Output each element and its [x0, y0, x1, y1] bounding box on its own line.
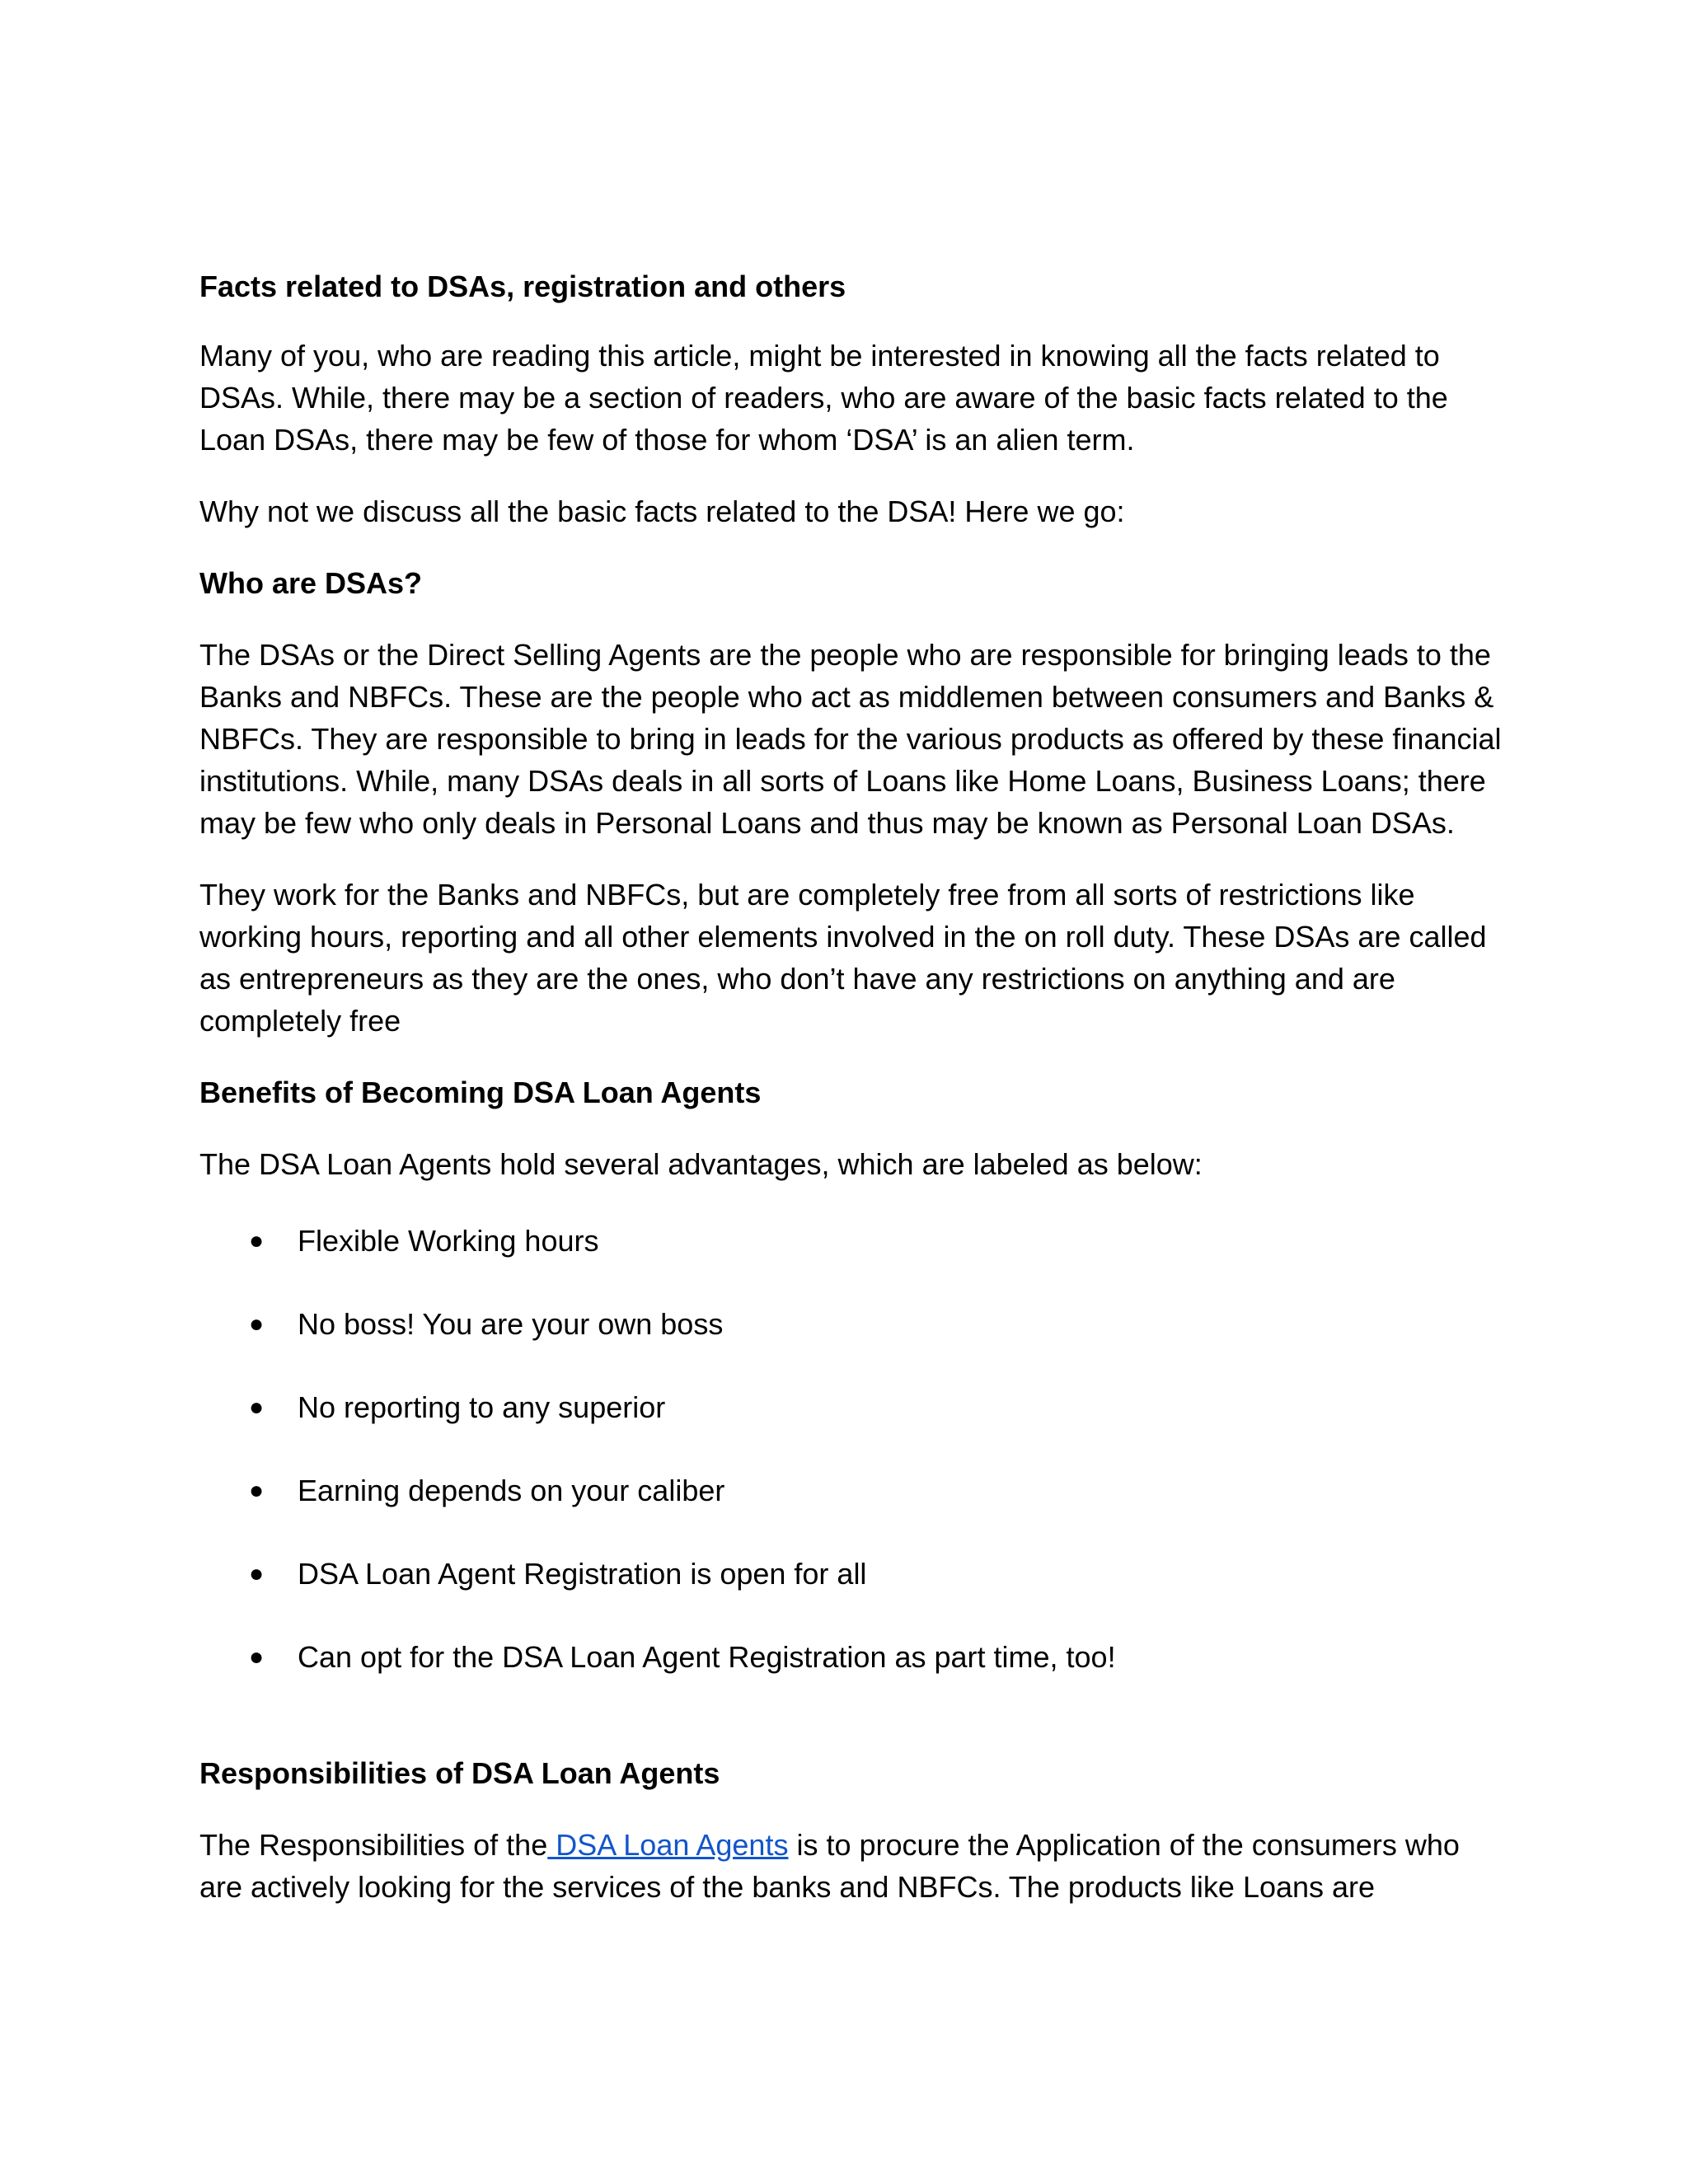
list-item: [199, 1386, 1502, 1428]
list-item: [199, 1553, 1502, 1595]
list-item-text: No reporting to any superior: [298, 1390, 666, 1424]
paragraph-text: is to procure the Application of the consumers who are actively looking for the services of the banks and NBFCs. The products like Loans are: [199, 1828, 1460, 1904]
list-item: [199, 1303, 1502, 1345]
bullet-icon: ●: [249, 1643, 265, 1671]
list-item-text: DSA Loan Agent Registration is open for all: [298, 1557, 867, 1591]
list-item-text: Earning depends on your caliber: [298, 1474, 725, 1507]
benefits-list: [199, 1220, 1502, 1678]
paragraph-here-we-go: Why not we discuss all the basic facts related to the DSA! Here we go:: [199, 494, 1125, 528]
list-item: [199, 1220, 1502, 1262]
document-page: [199, 265, 1502, 1908]
bullet-icon: ●: [249, 1477, 265, 1504]
bullet-icon: ●: [249, 1227, 265, 1254]
dsa-loan-agents-link[interactable]: DSA Loan Agents: [547, 1828, 789, 1862]
list-item: [199, 1469, 1502, 1511]
paragraph-text: The Responsibilities of the: [199, 1828, 548, 1862]
list-item-text: No boss! You are your own boss: [298, 1307, 724, 1341]
section-heading-benefits: Benefits of Becoming DSA Loan Agents: [199, 1076, 762, 1109]
paragraph-responsibilities: [199, 1824, 1502, 1908]
list-item-text: Can opt for the DSA Loan Agent Registration as part time, too!: [298, 1640, 1116, 1674]
section-heading-who-are-dsas: Who are DSAs?: [199, 566, 423, 600]
bullet-icon: ●: [249, 1560, 265, 1587]
paragraph-dsa-definition: The DSAs or the Direct Selling Agents are the people who are responsible for bringing leads to the Banks and NBFCs. These are the people who act as middlemen between consumers and Banks & NBFCs. They are responsible to bring in leads for the various products as offered by these financial institutions. While, many DSAs deals in all sorts of Loans like Home Loans, Business Loans; there may be few who only deals in Personal Loans and thus may be known as Personal Loan DSAs.: [199, 638, 1502, 840]
bullet-icon: ●: [249, 1310, 265, 1338]
paragraph-dsa-freedom: They work for the Banks and NBFCs, but are completely free from all sorts of restrictions like working hours, reporting and all other elements involved in the on roll duty. These DSAs are called as entrepreneurs as they are the ones, who don’t have any restrictions on anything and are completely free: [199, 878, 1487, 1038]
bullet-icon: ●: [249, 1394, 265, 1421]
section-heading-responsibilities: Responsibilities of DSA Loan Agents: [199, 1756, 720, 1790]
paragraph-intro: Many of you, who are reading this article, might be interested in knowing all the facts related to DSAs. While, there may be a section of readers, who are aware of the basic facts related to the Loan DSAs, there may be few of those for whom ‘DSA’ is an alien term.: [199, 339, 1448, 457]
section-heading-facts: Facts related to DSAs, registration and others: [199, 269, 846, 303]
paragraph-benefits-intro: The DSA Loan Agents hold several advantages, which are labeled as below:: [199, 1147, 1203, 1181]
list-item-text: Flexible Working hours: [298, 1224, 599, 1258]
list-item: [199, 1636, 1502, 1678]
